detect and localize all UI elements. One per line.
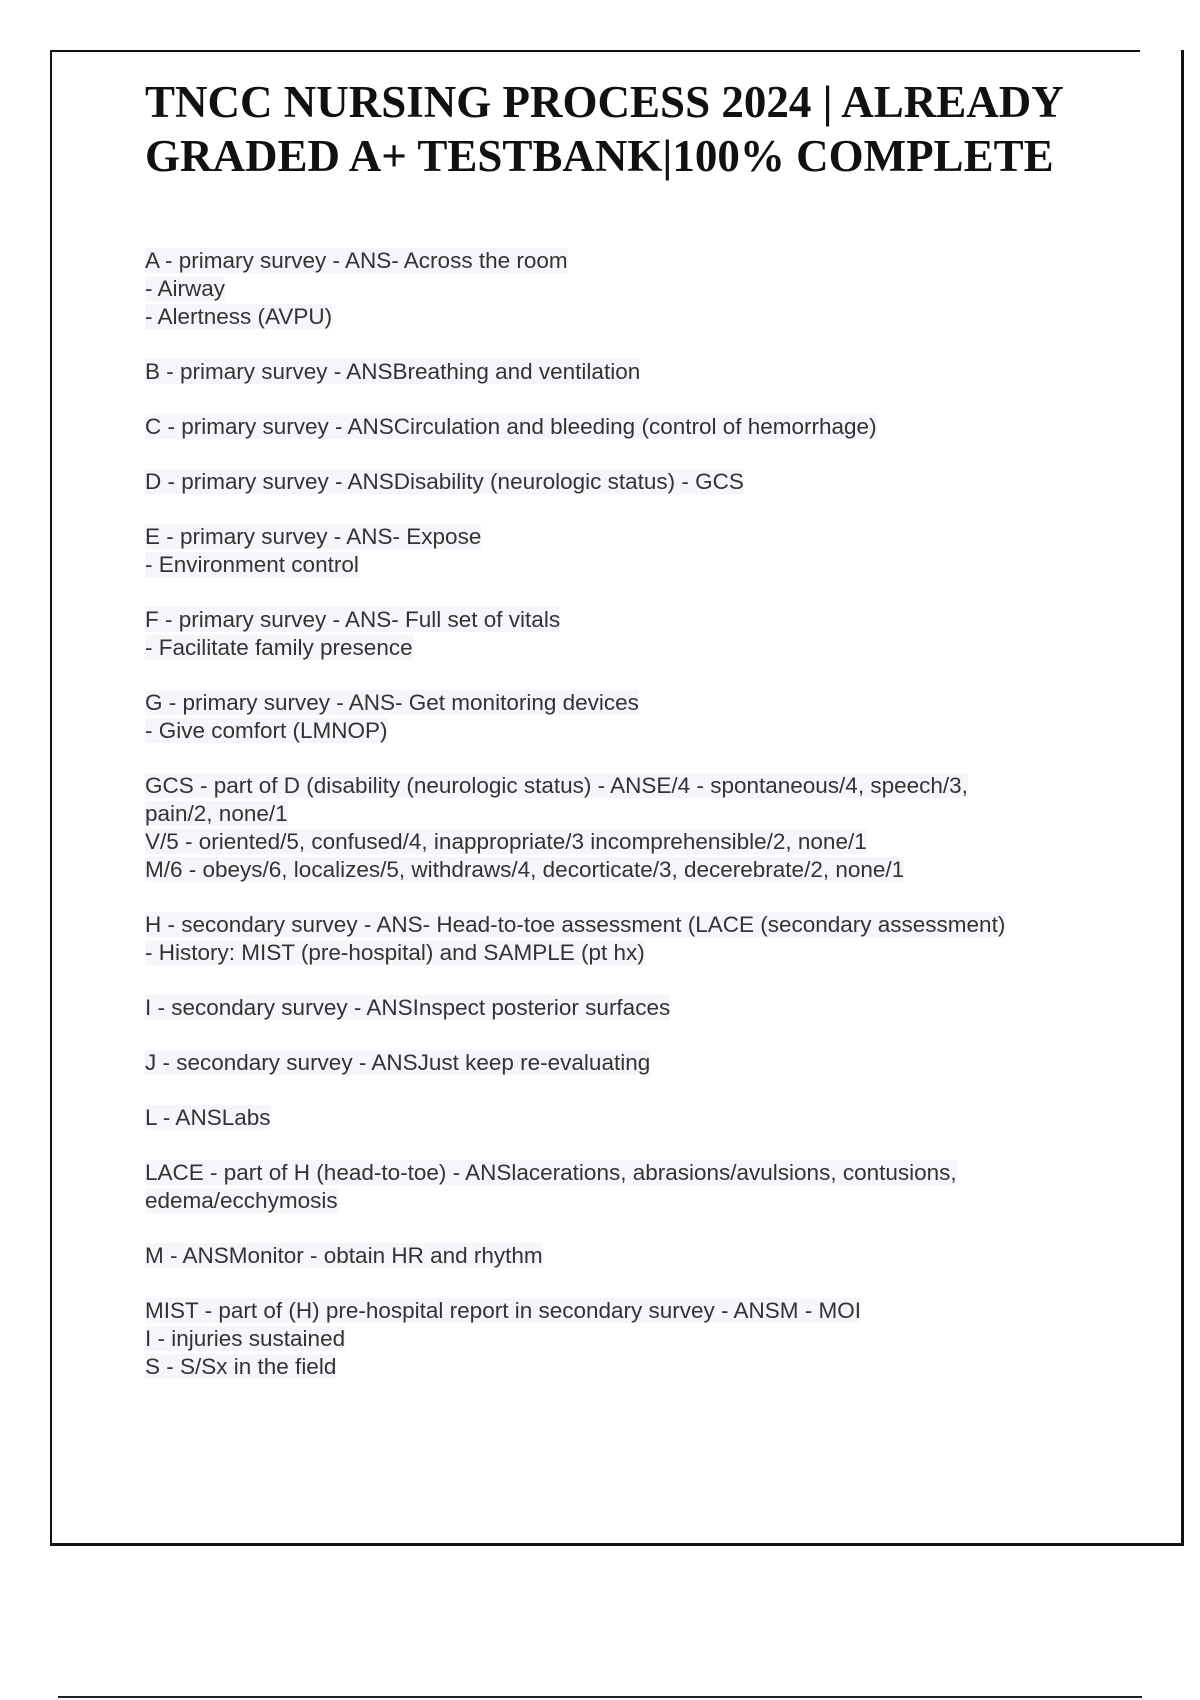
qa-line	[145, 689, 1145, 717]
qa-line	[145, 606, 1145, 634]
qa-line	[145, 1353, 1145, 1381]
qa-line-text: LACE - part of H (head-to-toe) - ANSlacerations, abrasions/avulsions, contusions,	[145, 1160, 957, 1185]
qa-line	[145, 1187, 1145, 1215]
qa-entry	[145, 1159, 1145, 1215]
qa-line-text: M/6 - obeys/6, localizes/5, withdraws/4, decorticate/3, decerebrate/2, none/1	[145, 857, 905, 882]
qa-line-text: I - injuries sustained	[145, 1326, 346, 1351]
qa-entry	[145, 911, 1145, 967]
qa-line	[145, 911, 1145, 939]
qa-line-text: - Facilitate family presence	[145, 635, 413, 660]
qa-entry	[145, 606, 1145, 662]
qa-line-text: edema/ecchymosis	[145, 1188, 338, 1213]
qa-entry	[145, 468, 1145, 496]
qa-entry	[145, 413, 1145, 441]
qa-line	[145, 1104, 1145, 1132]
qa-line	[145, 717, 1145, 745]
qa-entry	[145, 1242, 1145, 1270]
qa-line-text: J - secondary survey - ANSJust keep re-evaluating	[145, 1050, 651, 1075]
qa-entry	[145, 1297, 1145, 1381]
qa-line	[145, 1297, 1145, 1325]
qa-line-text: M - ANSMonitor - obtain HR and rhythm	[145, 1243, 543, 1268]
document-content	[145, 75, 1145, 1408]
document-title: TNCC NURSING PROCESS 2024 | ALREADY GRADED A+ TESTBANK|100% COMPLETE	[145, 77, 1063, 181]
qa-entry	[145, 994, 1145, 1022]
qa-line	[145, 828, 1145, 856]
qa-list	[145, 247, 1145, 1381]
qa-line-text: D - primary survey - ANSDisability (neurologic status) - GCS	[145, 469, 744, 494]
qa-line	[145, 247, 1145, 275]
qa-line	[145, 468, 1145, 496]
qa-line-text: - History: MIST (pre-hospital) and SAMPLE (pt hx)	[145, 940, 645, 965]
qa-line	[145, 939, 1145, 967]
qa-line-text: B - primary survey - ANSBreathing and ventilation	[145, 359, 641, 384]
qa-line	[145, 1325, 1145, 1353]
qa-line	[145, 1049, 1145, 1077]
qa-entry	[145, 523, 1145, 579]
qa-line	[145, 856, 1145, 884]
qa-entry	[145, 358, 1145, 386]
qa-line-text: - Airway	[145, 276, 226, 301]
qa-line-text: - Give comfort (LMNOP)	[145, 718, 388, 743]
qa-line-text: MIST - part of (H) pre-hospital report in secondary survey - ANSM - MOI	[145, 1298, 862, 1323]
qa-line	[145, 303, 1145, 331]
qa-line-text: H - secondary survey - ANS- Head-to-toe assessment (LACE (secondary assessment)	[145, 912, 1006, 937]
qa-line-text: pain/2, none/1	[145, 801, 288, 826]
qa-line-text: F - primary survey - ANS- Full set of vitals	[145, 607, 561, 632]
qa-line-text: - Environment control	[145, 552, 359, 577]
qa-line	[145, 413, 1145, 441]
qa-line-text: L - ANSLabs	[145, 1105, 271, 1130]
qa-entry	[145, 1104, 1145, 1132]
qa-line	[145, 551, 1145, 579]
qa-line-text: A - primary survey - ANS- Across the room	[145, 248, 568, 273]
qa-line-text: I - secondary survey - ANSInspect posterior surfaces	[145, 995, 671, 1020]
qa-line	[145, 800, 1145, 828]
qa-entry	[145, 689, 1145, 745]
qa-line	[145, 1159, 1145, 1187]
qa-line	[145, 523, 1145, 551]
qa-line	[145, 994, 1145, 1022]
qa-entry	[145, 247, 1145, 331]
qa-line-text: V/5 - oriented/5, confused/4, inappropriate/3 incomprehensible/2, none/1	[145, 829, 867, 854]
qa-line-text: S - S/Sx in the field	[145, 1354, 337, 1379]
qa-line-text: E - primary survey - ANS- Expose	[145, 524, 482, 549]
qa-line	[145, 772, 1145, 800]
qa-line	[145, 634, 1145, 662]
qa-entry	[145, 772, 1145, 884]
qa-line-text: - Alertness (AVPU)	[145, 304, 333, 329]
qa-entry	[145, 1049, 1145, 1077]
footer-rule	[58, 1696, 1142, 1698]
qa-line	[145, 1242, 1145, 1270]
qa-line-text: C - primary survey - ANSCirculation and bleeding (control of hemorrhage)	[145, 414, 877, 439]
qa-line	[145, 358, 1145, 386]
qa-line	[145, 275, 1145, 303]
qa-line-text: G - primary survey - ANS- Get monitoring devices	[145, 690, 639, 715]
qa-line-text: GCS - part of D (disability (neurologic status) - ANSE/4 - spontaneous/4, speech/3,	[145, 773, 968, 798]
